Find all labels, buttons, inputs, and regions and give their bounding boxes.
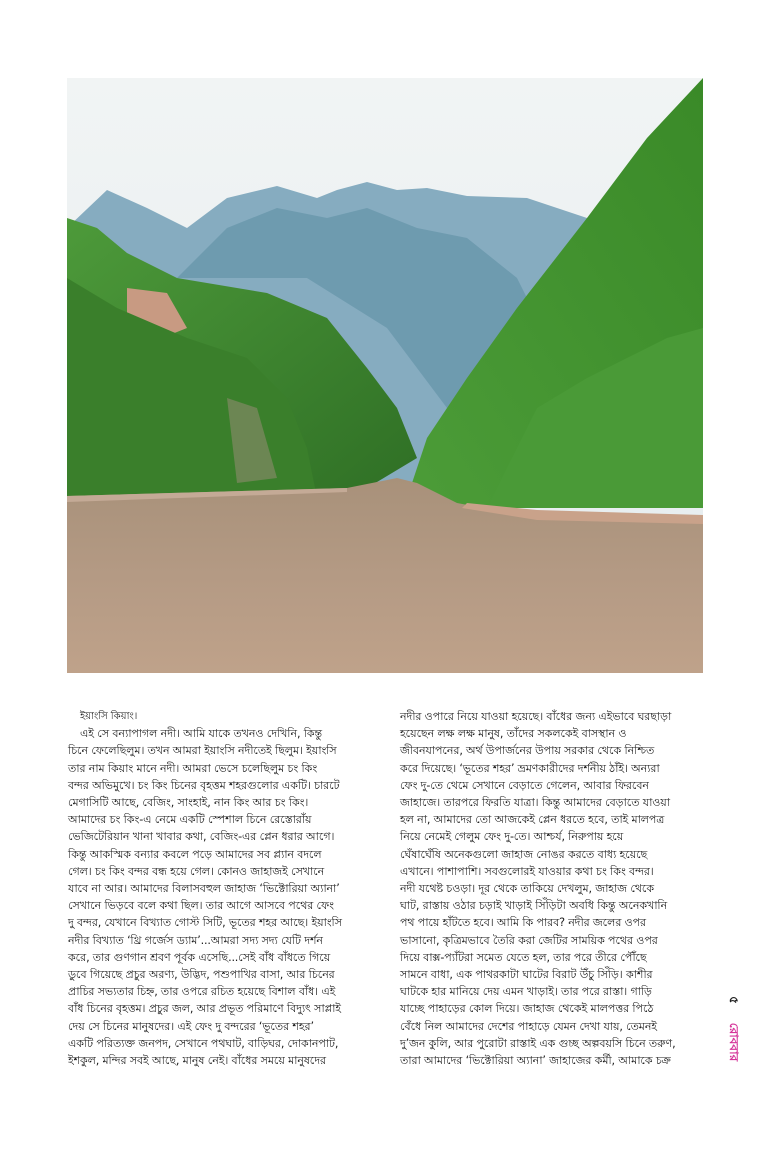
text-line: বেঁধে নিল আমাদের দেশের পাহাড়ে যেমন দেখা যায়, তেমনই	[400, 1019, 657, 1033]
text-line: যাচ্ছে পাহাড়ের কোল দিয়ে। জাহাজ থেকেই মালপত্তর পিঠে	[400, 1002, 654, 1016]
text-line: যাবে না আর। আমাদের বিলাসবহুল জাহাজ ‘ভিক্টোরিয়া অ্যানা’	[68, 882, 340, 896]
landscape-illustration	[67, 78, 703, 673]
text-line: নদীর বিখ্যাত ‘থ্রি গর্জেস ড্যাম’...আমরা সদ্য সদ্য যেটি দর্শন	[68, 933, 323, 947]
text-line: প্রাচির সভ্যতার চিহ্ন, তার ওপরে রচিত হয়েছে বিশাল বাঁধ। এই	[68, 985, 336, 999]
text-line: গেল। চং কিং বন্দর বন্ধ হয়ে গেল। কোনও জাহাজই সেখানে	[68, 864, 325, 878]
text-line: দু’জন কুলি, আর পুরোটা রাস্তাই এক গুচ্ছ অল্পবয়সি চিনে তরুণ,	[400, 1036, 676, 1050]
text-line: নদী যথেষ্ট চওড়া। দূর থেকে তাকিয়ে দেখলুম, জাহাজ থেকে	[400, 882, 655, 896]
article-column-left	[68, 708, 380, 1069]
text-line: দেয় সে চিনের মানুষদের। এই ফেং দু বন্দরের ‘ভূতের শহর’	[68, 1019, 314, 1033]
text-line: তারা আমাদের ‘ভিক্টোরিয়া অ্যানা’ জাহাজের কর্মী, আমাকে চক্র	[400, 1054, 671, 1068]
text-line: জাহাজে। তারপরে ফিরতি যাত্রা। কিন্তু আমাদের বেড়াতে যাওয়া	[400, 796, 670, 810]
text-line: চিনে ফেলেছিলুম। তখন আমরা ইয়াংসি নদীতেই ছিলুম। ইয়াংসি	[68, 744, 337, 758]
photo-caption: ইয়াংসি কিয়াং।	[80, 711, 138, 722]
text-line: ভেজিটেরিয়ান খানা খাবার কথা, বেজিং-এর প্লেন ধরার আগে।	[68, 830, 335, 844]
text-line: কিন্তু আকস্মিক বন্যার কবলে পড়ে আমাদের সব প্ল্যান বদলে	[68, 847, 322, 861]
text-line: ইশকুল, মন্দির সবই আছে, মানুষ নেই। বাঁধের সময়ে মানুষদের	[68, 1054, 326, 1068]
text-line: হল না, আমাদের তো আজকেই প্লেন ধরতে হবে, তাই মালপত্র	[400, 813, 665, 827]
page-folio	[722, 990, 742, 1070]
text-line: দু বন্দর, যেখানে বিখ্যাত গোস্ট সিটি, ভূতের শহর আছে। ইয়াংসি	[68, 916, 342, 930]
text-line: করে, তার গুণগান শ্রবণ পূর্বক এসেছি...সেই বাঁধ বাঁধতে গিয়ে	[68, 950, 331, 964]
text-line: এখানে। পাশাপাশি। সবগুলোরই যাওয়ার কথা চং কিং বন্দর।	[400, 864, 654, 878]
text-line: বাঁধ চিনের বৃহত্তম। প্রচুর জল, আর প্রভূত পরিমাণে বিদ্যুৎ সাপ্লাই	[68, 1002, 341, 1016]
text-line: এই সে বন্যাপাগল নদী। আমি যাকে তখনও দেখিনি, কিন্তু	[80, 727, 323, 741]
text-line: করে দিয়েছে। ‘ভূতের শহর’ ভ্রমণকারীদের দর্শনীয় ঠাঁই। অন্যরা	[400, 761, 660, 775]
text-line: ঘাটকে হার মানিয়ে দেয় এমন খাড়াই। তার পরে রাস্তা। গাড়ি	[400, 985, 652, 999]
text-line: সেখানে ভিড়বে বলে কথা ছিল। তার আগে আসবে পথের ফেং	[68, 899, 334, 913]
text-line: তার নাম কিয়াং মানে নদী। আমরা ভেসে চলেছিলুম চং কিং	[68, 761, 318, 775]
magazine-name: রোববার	[727, 1022, 741, 1062]
text-line: বন্দর অভিমুখে। চং কিং চিনের বৃহত্তম শহরগুলোর একটি। চারটে	[68, 778, 340, 792]
text-line: নিয়ে নেমেই গেলুম ফেং দু-তে। আশ্চর্য, নিরুপায় হয়ে	[400, 830, 624, 844]
article-column-right	[400, 708, 712, 1069]
text-line: ঘাট, রাস্তায় ওঠার চড়াই খাড়াই সিঁড়িটা অবধি কিন্তু অনেকখানি	[400, 899, 668, 913]
text-line: আমাদের চং কিং-এ নেমে একটি স্পেশাল চিনে রেস্তোরাঁয়	[68, 813, 312, 827]
text-line: সামনে বাধা, এক পাথরকাটা ঘাটের বিরাট উঁচু সিঁড়ি। কাশীর	[400, 968, 653, 982]
text-line: একটি পরিত্যক্ত জনপদ, সেখানে পথঘাট, বাড়িঘর, দোকানপাট,	[68, 1036, 339, 1050]
text-line: ভাসানো, কৃত্রিমভাবে তৈরি করা জেটির সাময়িক পথের ওপর	[400, 933, 658, 947]
text-line: ফেং দু-তে থেমে সেখানে বেড়াতে গেলেন, আবার ফিরবেন	[400, 778, 649, 792]
text-line: হয়েছেন লক্ষ লক্ষ মানুষ, তাঁদের সকলকেই বাসস্থান ও	[400, 727, 627, 741]
text-line: মেগাসিটি আছে, বেজিং, সাংহাই, নান কিং আর চং কিং।	[68, 796, 309, 810]
text-line: ঘেঁষাঘেঁষি অনেকগুলো জাহাজ নোঙর করতে বাধ্য হয়েছে	[400, 847, 648, 861]
text-line: জীবনযাপনের, অর্থ উপার্জনের উপায় সরকার থেকে নিশ্চিত	[400, 744, 655, 758]
text-line: ডুবে গিয়েছে প্রচুর অরণ্য, উদ্ভিদ, পশুপাখির বাসা, আর চিনের	[68, 968, 335, 982]
river-gorge-photo	[67, 78, 703, 673]
text-line: দিয়ে বাক্স-প্যাঁটরা সমেত যেতে হল, তার পরে তীরে পৌঁছে	[400, 950, 647, 964]
text-line: নদীর ওপারে নিয়ে যাওয়া হয়েছে। বাঁধের জন্য এইভাবে ঘরছাড়া	[400, 710, 672, 723]
page-number: ৫	[727, 996, 741, 1004]
text-line: পথ পায়ে হাঁটতে হবে। আমি কি পারব? নদীর জলের ওপর	[400, 916, 647, 930]
